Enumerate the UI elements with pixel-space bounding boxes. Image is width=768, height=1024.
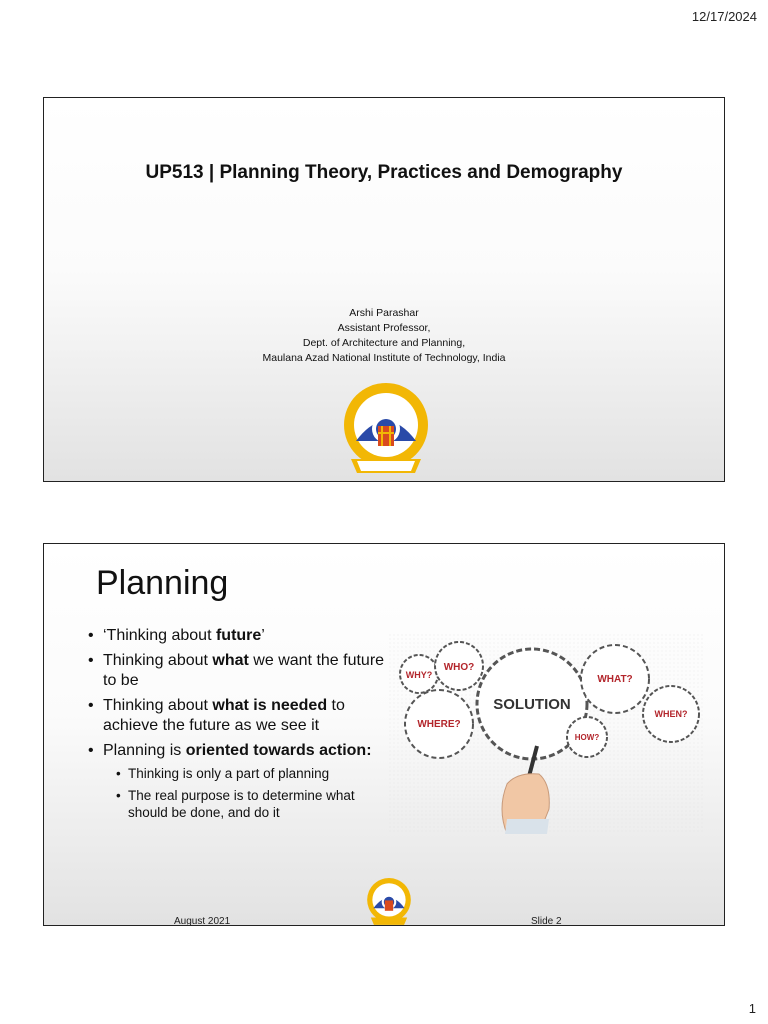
text-run: ‘Thinking about (103, 627, 216, 644)
list-item (88, 696, 388, 736)
sub-list-item: • Thinking is only a part of planning (103, 765, 388, 782)
slide-2 (43, 543, 725, 926)
list-item (88, 626, 388, 646)
text-run: ’ (261, 627, 265, 644)
page-number: 1 (748, 1001, 756, 1016)
text-run: Thinking about (103, 652, 213, 669)
footer-date: August 2021 (174, 916, 231, 926)
author-institute: Maulana Azad National Institute of Technology, India (262, 352, 506, 364)
gears-illustration (389, 634, 704, 834)
bullet-list (88, 626, 388, 826)
slide-1 (43, 97, 725, 482)
slide-title: Planning (96, 564, 229, 602)
gear-label-solution: SOLUTION (493, 696, 571, 713)
text-bold: what is needed (212, 697, 328, 714)
text-run: Planning is (103, 742, 186, 759)
list-item (88, 741, 388, 821)
text-bold: future (215, 627, 262, 644)
text-bold: what (212, 652, 249, 669)
sub-list (103, 765, 388, 821)
gear-label-when: WHEN? (654, 709, 688, 719)
institute-logo-icon (341, 381, 431, 481)
sub-list-item: • The real purpose is to determine what should be done, and do it (103, 787, 388, 821)
author-role: Assistant Professor, (337, 322, 431, 334)
text-run: Thinking about (103, 697, 213, 714)
list-item (88, 651, 388, 691)
footer-slide-number: Slide 2 (531, 916, 562, 926)
author-name: Arshi Parashar (349, 307, 419, 319)
author-block (44, 306, 724, 366)
institute-logo-icon (364, 877, 414, 926)
gear-label-why: WHY? (405, 670, 433, 680)
text-run: we want the future to be (103, 652, 385, 689)
gear-label-who: WHO? (443, 662, 475, 673)
gear-label-where: WHERE? (417, 719, 461, 730)
author-department: Dept. of Architecture and Planning, (302, 337, 466, 349)
text-run: to achieve the future as we see it (103, 697, 345, 734)
gear-label-how: HOW? (574, 733, 600, 742)
page-date: 12/17/2024 (691, 9, 757, 24)
text-bold: oriented towards action: (185, 742, 372, 759)
course-title: UP513 | Planning Theory, Practices and Demography (145, 162, 623, 183)
gear-label-what: WHAT? (597, 674, 633, 685)
